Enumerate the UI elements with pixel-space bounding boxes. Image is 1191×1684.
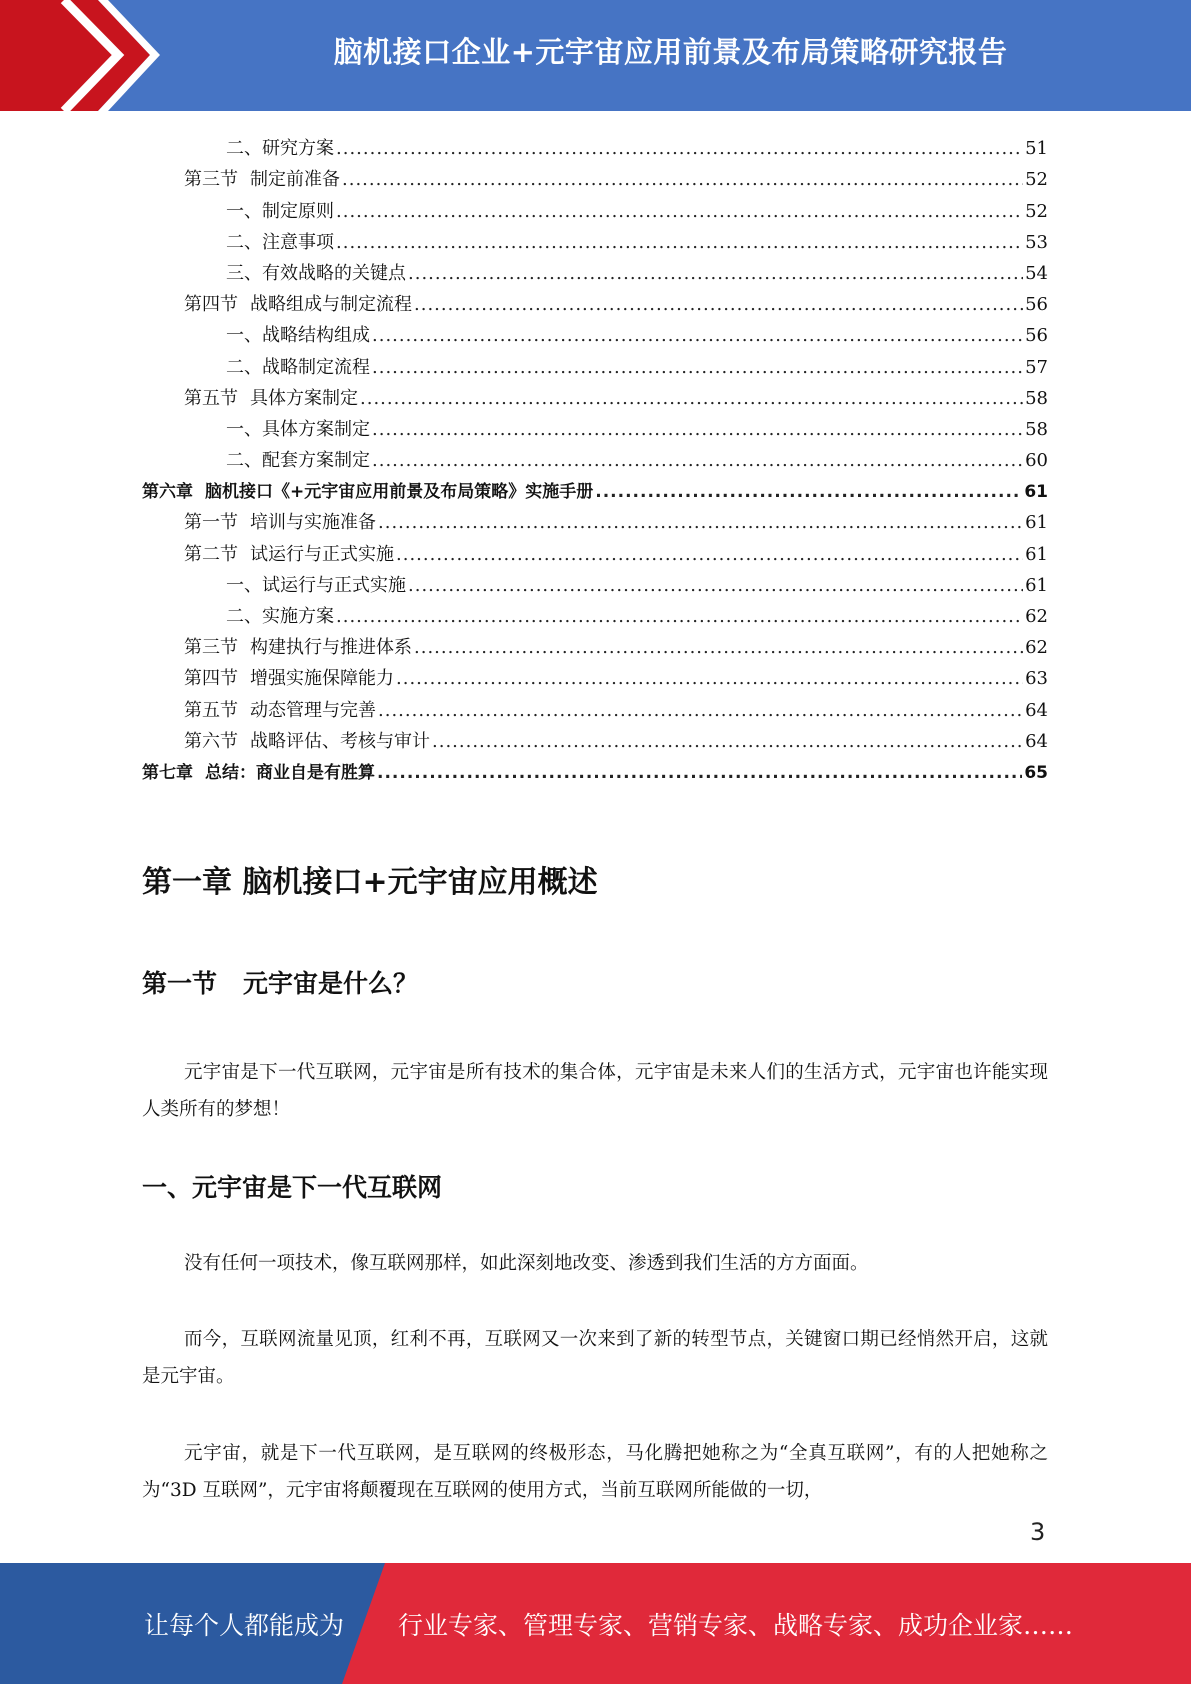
toc-entry-text: 二、战略制定流程 [226, 356, 370, 378]
paragraph: 没有任何一项技术，像互联网那样，如此深刻地改变、渗透到我们生活的方方面面。 [184, 1253, 869, 1274]
toc-entry-number: 第二节 [184, 543, 238, 565]
toc-page-number: 61 [1025, 543, 1048, 565]
toc-page-number: 58 [1025, 418, 1048, 440]
toc-entry[interactable] [142, 753, 1048, 784]
toc-page-number: 61 [1025, 512, 1048, 534]
page-number: 3 [1030, 1518, 1046, 1546]
toc-entry[interactable] [142, 129, 1048, 160]
toc-entry-title [142, 481, 593, 503]
toc-page-number: 58 [1025, 387, 1048, 409]
toc-entry-title [226, 201, 334, 223]
footer-slogan-left: 让每个人都能成为 [144, 1610, 345, 1640]
toc-page-number: 65 [1024, 762, 1048, 783]
toc-leader-dots [432, 731, 1023, 753]
toc-page-number: 53 [1025, 231, 1048, 253]
section-number: 第一节 [142, 969, 218, 998]
toc-entry-text: 二、注意事项 [226, 231, 334, 253]
toc-leader-dots [377, 762, 1022, 784]
section-title [142, 964, 418, 1000]
toc-entry-title [184, 668, 394, 690]
toc-entry-text: 脑机接口《+元宇宙应用前景及布局策略》实施手册 [205, 482, 594, 503]
toc-entry[interactable] [142, 503, 1048, 534]
toc-page-number: 62 [1025, 606, 1048, 627]
toc-page-number: 52 [1025, 200, 1048, 222]
toc-entry[interactable] [142, 690, 1048, 721]
report-title: 脑机接口企业+元宇宙应用前景及布局策略研究报告 [333, 34, 1008, 69]
toc-entry-title [226, 575, 406, 597]
table-of-contents [142, 129, 1048, 784]
toc-leader-dots [595, 481, 1022, 503]
toc-leader-dots [336, 138, 1023, 160]
toc-leader-dots [372, 419, 1023, 441]
toc-page-number: 64 [1025, 730, 1048, 752]
toc-entry-text: 二、实施方案 [226, 606, 334, 627]
toc-entry[interactable] [142, 534, 1048, 565]
toc-page-number: 54 [1025, 262, 1048, 284]
toc-entry-text: 二、配套方案制定 [226, 450, 370, 472]
toc-entry[interactable] [142, 597, 1048, 628]
toc-entry-title [142, 762, 375, 784]
paragraph: 元宇宙，就是下一代互联网，是互联网的终极形态，马化腾把她称之为“全真互联网”，有的人把她称之为“3D 互联网”，元宇宙将颠覆现在互联网的使用方式，当前互联网所能做的一切， [142, 1443, 1048, 1501]
toc-page-number: 61 [1025, 574, 1048, 596]
toc-entry-text: 三、有效战略的关键点 [226, 262, 406, 284]
toc-entry-title [184, 169, 340, 191]
toc-entry[interactable] [142, 628, 1048, 659]
toc-entry-number: 第五节 [184, 387, 238, 409]
toc-entry-text: 总结：商业自是有胜算 [205, 762, 375, 783]
toc-entry-text: 一、战略结构组成 [226, 325, 370, 347]
toc-entry[interactable] [142, 659, 1048, 690]
toc-entry-text: 试运行与正式实施 [250, 543, 394, 565]
toc-entry-title [226, 138, 334, 160]
chapter-title: 第一章 脑机接口+元宇宙应用概述 [142, 865, 598, 900]
toc-entry-title [184, 388, 358, 410]
toc-entry[interactable] [142, 347, 1048, 378]
toc-entry[interactable] [142, 566, 1048, 597]
toc-entry-title [184, 294, 412, 316]
toc-entry-title [184, 700, 376, 722]
toc-entry-text: 一、试运行与正式实施 [226, 574, 406, 596]
toc-leader-dots [396, 668, 1023, 690]
toc-page-number: 56 [1025, 294, 1048, 316]
toc-entry-text: 战略组成与制定流程 [250, 294, 412, 316]
toc-entry-title [184, 512, 376, 534]
toc-leader-dots [342, 169, 1023, 191]
toc-page-number: 62 [1025, 637, 1048, 659]
toc-leader-dots [414, 637, 1023, 659]
toc-leader-dots [408, 263, 1023, 285]
toc-leader-dots [408, 575, 1023, 597]
toc-page-number: 51 [1025, 138, 1048, 160]
toc-entry[interactable] [142, 254, 1048, 285]
toc-entry[interactable] [142, 285, 1048, 316]
toc-entry[interactable] [142, 223, 1048, 254]
toc-entry-text: 一、制定原则 [226, 200, 334, 222]
toc-entry-number: 第四节 [184, 668, 238, 690]
toc-entry-number: 第四节 [184, 294, 238, 316]
toc-page-number: 61 [1024, 482, 1048, 503]
toc-leader-dots [414, 294, 1023, 316]
toc-leader-dots [378, 700, 1023, 722]
toc-entry[interactable] [142, 441, 1048, 472]
toc-entry-title [184, 544, 394, 566]
toc-entry[interactable] [142, 410, 1048, 441]
toc-entry-number: 第六节 [184, 730, 238, 752]
toc-leader-dots [372, 357, 1023, 379]
toc-leader-dots [336, 606, 1023, 628]
toc-entry-text: 战略评估、考核与审计 [250, 730, 430, 752]
toc-entry-number: 第七章 [142, 762, 193, 783]
toc-entry-title [226, 450, 370, 472]
toc-leader-dots [360, 388, 1023, 410]
toc-entry-text: 具体方案制定 [250, 387, 358, 409]
toc-entry[interactable] [142, 316, 1048, 347]
toc-entry-title [184, 637, 412, 659]
toc-entry-text: 增强实施保障能力 [250, 668, 394, 690]
toc-entry-text: 一、具体方案制定 [226, 418, 370, 440]
paragraph: 而今，互联网流量见顶，红利不再，互联网又一次来到了新的转型节点，关键窗口期已经悄然开启，这就是元宇宙。 [142, 1329, 1048, 1387]
toc-page-number: 64 [1025, 699, 1048, 721]
footer-banner [0, 1563, 1191, 1684]
toc-page-number: 63 [1025, 668, 1048, 690]
toc-entry-text: 二、研究方案 [226, 138, 334, 160]
toc-entry[interactable] [142, 472, 1048, 503]
subsection-title: 一、元宇宙是下一代互联网 [142, 1173, 443, 1202]
toc-entry-title [184, 731, 430, 753]
toc-entry[interactable] [142, 191, 1048, 222]
toc-entry-title [226, 419, 370, 441]
toc-entry[interactable] [142, 722, 1048, 753]
toc-entry-number: 第一节 [184, 512, 238, 534]
toc-entry-number: 第五节 [184, 699, 238, 721]
toc-leader-dots [336, 201, 1023, 223]
toc-entry-title [226, 232, 334, 254]
toc-entry-title [226, 606, 334, 628]
paragraph: 元宇宙是下一代互联网，元宇宙是所有技术的集合体，元宇宙是未来人们的生活方式，元宇宙也许能实现人类所有的梦想！ [142, 1062, 1048, 1120]
header-banner [0, 0, 1191, 111]
toc-leader-dots [372, 325, 1023, 347]
toc-entry-title [226, 357, 370, 379]
toc-entry-text: 动态管理与完善 [250, 699, 376, 721]
toc-page-number: 56 [1025, 325, 1048, 347]
toc-entry-text: 制定前准备 [250, 169, 340, 191]
toc-leader-dots [396, 544, 1023, 566]
toc-entry-text: 构建执行与推进体系 [250, 637, 412, 659]
section-heading: 元宇宙是什么？ [243, 969, 419, 998]
toc-page-number: 60 [1025, 450, 1048, 472]
toc-page-number: 52 [1025, 169, 1048, 191]
toc-leader-dots [378, 512, 1023, 534]
toc-entry-title [226, 263, 406, 285]
footer-slogan-right: 行业专家、管理专家、营销专家、战略专家、成功企业家…… [398, 1610, 1074, 1640]
toc-leader-dots [372, 450, 1023, 472]
toc-entry-number: 第六章 [142, 482, 193, 503]
toc-entry-title [226, 325, 370, 347]
toc-entry-text: 培训与实施准备 [250, 512, 376, 534]
toc-leader-dots [336, 232, 1023, 254]
toc-entry[interactable] [142, 379, 1048, 410]
toc-entry[interactable] [142, 160, 1048, 191]
toc-entry-number: 第三节 [184, 169, 238, 191]
toc-entry-number: 第三节 [184, 637, 238, 659]
toc-page-number: 57 [1025, 356, 1048, 378]
